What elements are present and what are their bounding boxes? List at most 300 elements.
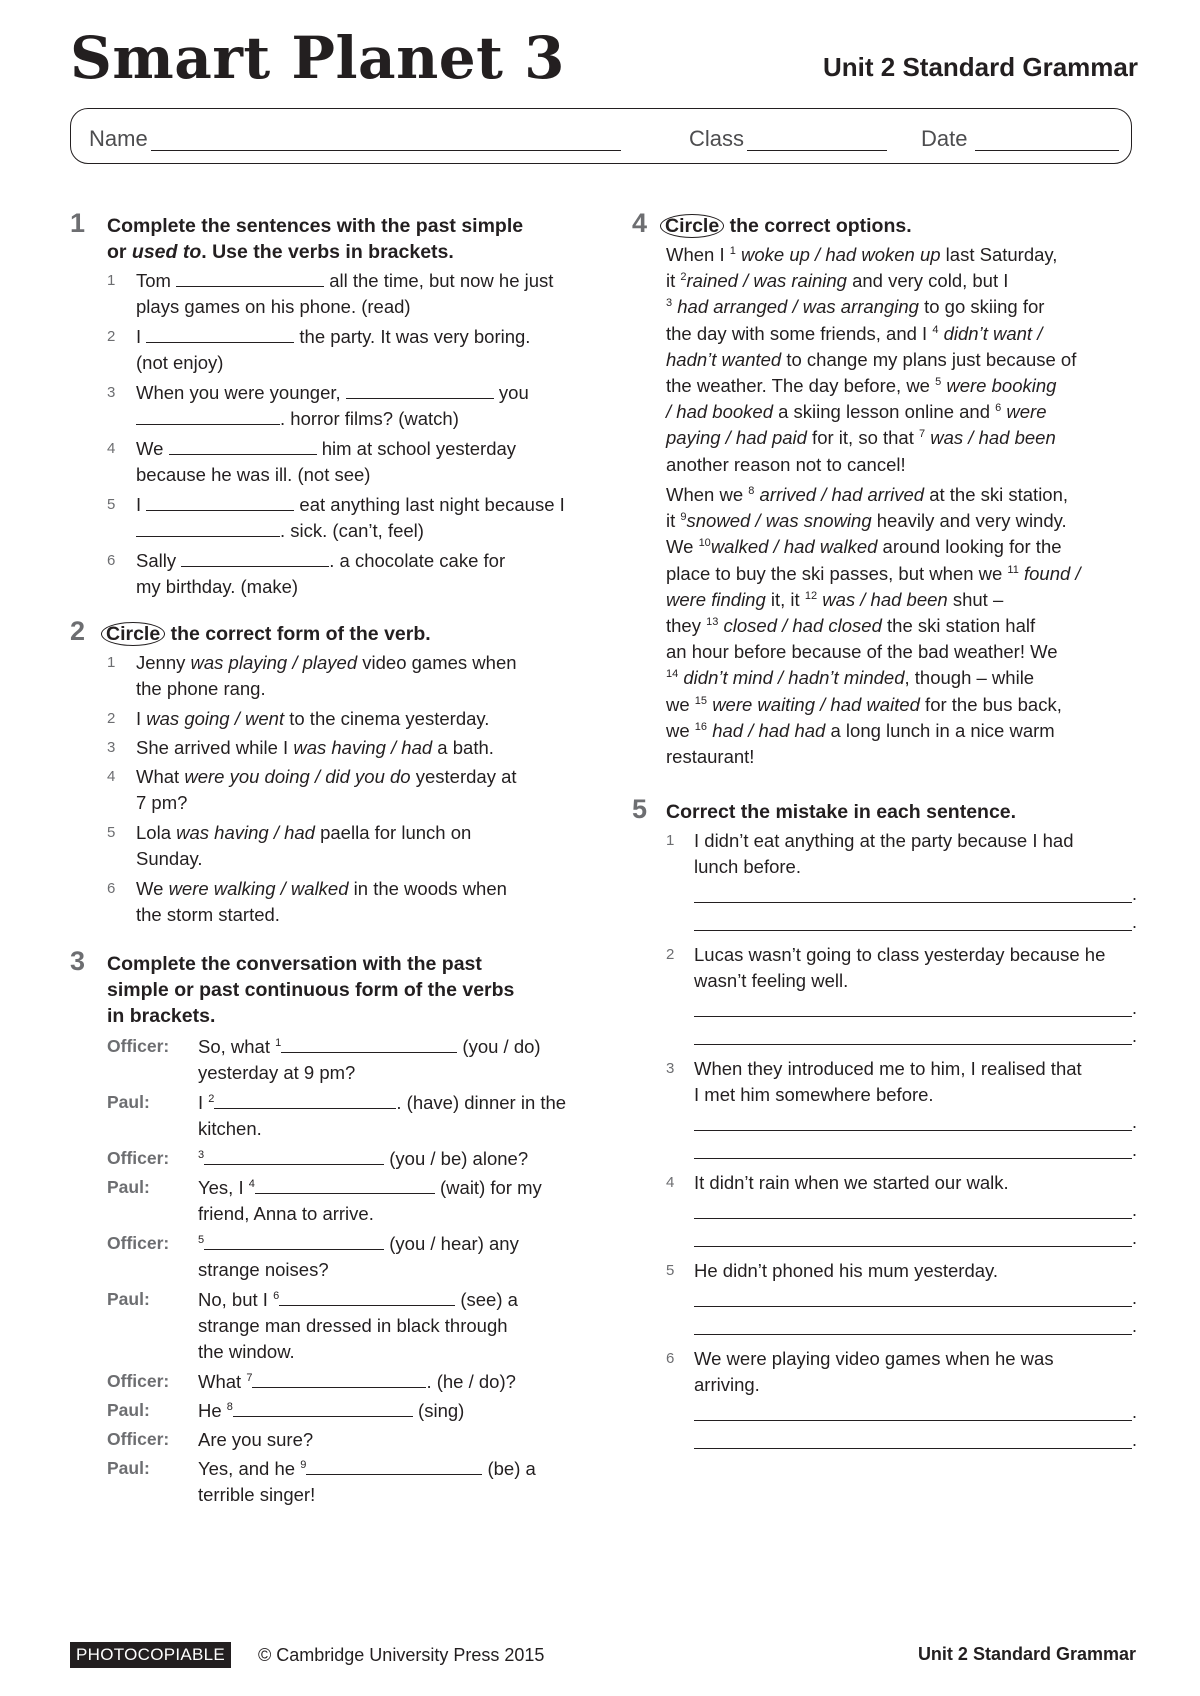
speaker-label: Officer: bbox=[107, 1036, 170, 1056]
item-text: . a chocolate cake for bbox=[329, 550, 506, 571]
item-line: strange man dressed in black through bbox=[198, 1315, 508, 1336]
dialogue-text: Are you sure? bbox=[198, 1429, 314, 1450]
passage-text: a skiing lesson online and bbox=[772, 401, 996, 423]
item-line bbox=[198, 1427, 598, 1453]
passage-text: we bbox=[666, 719, 695, 741]
title-line: Complete the conversation with the past bbox=[107, 953, 482, 975]
exercise-item bbox=[136, 324, 606, 376]
passage-line bbox=[666, 587, 1136, 613]
passage-line bbox=[666, 508, 1136, 534]
item-line bbox=[136, 436, 606, 462]
dialogue-line bbox=[198, 1427, 598, 1453]
item-line bbox=[198, 1231, 598, 1257]
passage-text: an hour before because of the bad weather! We bbox=[666, 641, 1058, 663]
section-title bbox=[107, 621, 431, 647]
footer-unit-title: Unit 2 Standard Grammar bbox=[917, 1644, 1136, 1664]
answer-blank[interactable] bbox=[204, 1148, 384, 1165]
section-title: Correct the mistake in each sentence. bbox=[666, 801, 1017, 823]
class-label: Class bbox=[689, 126, 745, 151]
item-number: 4 bbox=[107, 768, 116, 785]
section-number: 3 bbox=[70, 946, 86, 976]
passage-text: it bbox=[666, 270, 681, 292]
gap-number: 2 bbox=[680, 271, 687, 284]
exercise-item bbox=[136, 548, 606, 600]
passage-text: the day with some friends, and I bbox=[666, 322, 933, 344]
dialogue-line bbox=[198, 1175, 598, 1227]
answer-line[interactable] bbox=[694, 1130, 1132, 1131]
item-text: . horror films? (watch) bbox=[280, 408, 459, 429]
item-number: 1 bbox=[666, 832, 675, 849]
answer-options[interactable]: hadn’t wanted bbox=[666, 348, 782, 370]
dialogue-line bbox=[198, 1287, 598, 1365]
line-end-dot: . bbox=[1132, 1228, 1138, 1248]
gap-number: 11 bbox=[1007, 563, 1019, 576]
exercise-item bbox=[136, 876, 616, 928]
brand-title: Smart Planet 3 bbox=[70, 24, 566, 92]
gap-number: 5 bbox=[198, 1234, 205, 1246]
passage-text: When I bbox=[666, 244, 730, 265]
passage-text: restaurant! bbox=[666, 746, 755, 768]
passage-line bbox=[666, 665, 1136, 691]
answer-options[interactable]: had / had had bbox=[712, 719, 826, 741]
item-line: yesterday at 9 pm? bbox=[198, 1062, 356, 1083]
item-number: 3 bbox=[666, 1060, 675, 1077]
item-line: I met him somewhere before. bbox=[694, 1084, 934, 1105]
answer-options[interactable]: / had booked bbox=[666, 401, 773, 423]
answer-blank[interactable] bbox=[204, 1233, 384, 1250]
gap-number: 13 bbox=[706, 616, 719, 629]
passage-text: place to buy the ski passes, but when we bbox=[666, 562, 1008, 584]
section-number: 4 bbox=[632, 208, 648, 238]
dialogue-line bbox=[198, 1090, 598, 1142]
passage-text: to change my plans just because of bbox=[781, 348, 1077, 370]
line-end-dot: . bbox=[1132, 1402, 1138, 1422]
gap-number: 15 bbox=[694, 694, 708, 707]
dialogue-text: (you / hear) any bbox=[384, 1233, 519, 1254]
item-text: you bbox=[493, 382, 529, 403]
passage-line bbox=[666, 399, 1136, 425]
item-text: to the cinema yesterday. bbox=[284, 708, 490, 729]
date-field[interactable] bbox=[921, 126, 967, 152]
answer-blank[interactable] bbox=[279, 1289, 455, 1306]
dialogue-line bbox=[198, 1398, 598, 1424]
answer-options[interactable]: was / had been bbox=[822, 588, 948, 610]
item-text: in the woods when bbox=[348, 878, 507, 899]
item-line bbox=[136, 548, 606, 574]
item-number: 3 bbox=[107, 384, 116, 401]
passage-text: , though – while bbox=[904, 667, 1035, 689]
passage-text: We bbox=[666, 536, 699, 558]
item-line bbox=[136, 650, 616, 676]
passage-line bbox=[666, 639, 1136, 665]
answer-options[interactable]: arrived / had arrived bbox=[759, 484, 925, 505]
line-end-dot: . bbox=[1132, 1140, 1138, 1160]
line-end-dot: . bbox=[1132, 1026, 1138, 1046]
item-text: the party. It was very boring. bbox=[294, 326, 531, 347]
name-field[interactable] bbox=[89, 126, 148, 152]
section-title bbox=[107, 213, 523, 265]
item-text: I bbox=[136, 494, 147, 515]
item-number: 5 bbox=[107, 496, 116, 513]
gap-number: 16 bbox=[694, 720, 708, 733]
item-line: When they introduced me to him, I realised that bbox=[694, 1058, 1082, 1079]
passage-text: another reason not to cancel! bbox=[666, 453, 906, 475]
answer-line[interactable] bbox=[694, 1158, 1132, 1159]
item-line bbox=[198, 1034, 598, 1060]
passage-text: the weather. The day before, we bbox=[666, 375, 936, 397]
passage-text: last Saturday, bbox=[940, 244, 1058, 265]
photocopiable-badge: PHOTOCOPIABLE bbox=[70, 1642, 231, 1668]
answer-blank[interactable] bbox=[136, 520, 280, 537]
gap-number: 1 bbox=[275, 1037, 282, 1049]
passage-line bbox=[666, 242, 1136, 268]
title-text: . Use the verbs in brackets. bbox=[201, 241, 454, 263]
answer-options[interactable]: didn’t mind / hadn’t minded bbox=[683, 667, 905, 689]
answer-options[interactable]: were finding bbox=[666, 588, 766, 610]
item-line bbox=[136, 492, 606, 518]
item-line: 7 pm? bbox=[136, 792, 188, 813]
answer-blank[interactable] bbox=[146, 494, 294, 511]
answer-blank[interactable] bbox=[181, 550, 329, 567]
item-text: We bbox=[136, 878, 169, 899]
dialogue-text: . (he / do)? bbox=[426, 1371, 516, 1392]
gap-number: 5 bbox=[935, 376, 942, 389]
title-text: the correct form of the verb. bbox=[165, 623, 431, 645]
answer-blank[interactable] bbox=[176, 270, 324, 287]
answer-blank[interactable] bbox=[233, 1400, 413, 1417]
passage-text: around looking for the bbox=[877, 536, 1062, 558]
speaker-label: Paul: bbox=[107, 1400, 150, 1420]
answer-options[interactable]: were bbox=[1006, 401, 1047, 423]
speaker-label: Officer: bbox=[107, 1429, 170, 1449]
gap-number: 8 bbox=[226, 1401, 233, 1413]
passage-text: shut – bbox=[947, 588, 1004, 610]
passage-line bbox=[666, 373, 1136, 399]
answer-options[interactable]: was having / had bbox=[293, 737, 433, 758]
item-line: I didn’t eat anything at the party because I had bbox=[694, 830, 1074, 851]
gap-number: 7 bbox=[919, 428, 926, 441]
answer-options[interactable]: were you doing / did you do bbox=[184, 766, 411, 787]
item-line: wasn’t feeling well. bbox=[694, 970, 849, 991]
student-info-bar bbox=[70, 108, 1132, 164]
exercise-item bbox=[694, 942, 1144, 994]
passage-text: they bbox=[666, 615, 707, 637]
passage-text: a long lunch in a nice warm bbox=[825, 719, 1055, 741]
passage-line bbox=[666, 347, 1136, 373]
item-number: 1 bbox=[107, 272, 116, 289]
item-line bbox=[198, 1146, 598, 1172]
passage-line bbox=[666, 692, 1136, 718]
gap-number: 3 bbox=[666, 297, 673, 310]
speaker-label: Officer: bbox=[107, 1148, 170, 1168]
gap-number: 6 bbox=[273, 1290, 280, 1302]
exercise-item bbox=[136, 706, 616, 732]
dialogue-line bbox=[198, 1456, 598, 1508]
answer-options[interactable]: snowed / was snowing bbox=[686, 510, 872, 532]
exercise-item bbox=[136, 492, 606, 544]
item-number: 5 bbox=[107, 824, 116, 841]
exercise-item bbox=[136, 764, 616, 816]
date-label: Date bbox=[921, 126, 968, 151]
item-line: It didn’t rain when we started our walk. bbox=[694, 1172, 1009, 1193]
passage-line bbox=[666, 744, 1136, 770]
class-field[interactable] bbox=[689, 126, 744, 152]
answer-blank[interactable] bbox=[281, 1036, 457, 1053]
line-end-dot: . bbox=[1132, 912, 1138, 932]
passage-text: at the ski station, bbox=[924, 484, 1069, 505]
item-line bbox=[198, 1090, 598, 1116]
exercise-item bbox=[694, 828, 1144, 880]
answer-options[interactable]: closed / had closed bbox=[723, 615, 882, 637]
date-line bbox=[975, 150, 1119, 151]
item-text: Lola bbox=[136, 822, 177, 843]
passage-line bbox=[666, 482, 1136, 508]
answer-line[interactable] bbox=[694, 1420, 1132, 1421]
item-line bbox=[136, 406, 606, 432]
line-end-dot: . bbox=[1132, 1316, 1138, 1336]
item-text: What bbox=[136, 766, 185, 787]
answer-blank[interactable] bbox=[255, 1177, 435, 1194]
passage-text: it, it bbox=[765, 588, 805, 610]
answer-options[interactable]: didn’t want / bbox=[943, 322, 1043, 344]
item-number: 6 bbox=[666, 1350, 675, 1367]
item-line bbox=[198, 1287, 598, 1313]
item-line bbox=[136, 380, 606, 406]
item-text: I bbox=[136, 708, 147, 729]
item-number: 2 bbox=[107, 328, 116, 345]
item-line: Sunday. bbox=[136, 848, 203, 869]
passage-text: we bbox=[666, 693, 695, 715]
dialogue-text: Yes, and he bbox=[198, 1458, 301, 1479]
unit-title: Unit 2 Standard Grammar bbox=[823, 52, 1138, 82]
title-italic: used to bbox=[131, 241, 202, 263]
answer-options[interactable]: was having / had bbox=[176, 822, 315, 843]
item-line: terrible singer! bbox=[198, 1484, 316, 1505]
item-text: We bbox=[136, 438, 169, 459]
exercise-item bbox=[694, 1346, 1144, 1398]
answer-blank[interactable] bbox=[169, 438, 317, 455]
answer-blank[interactable] bbox=[146, 326, 294, 343]
item-text: paella for lunch on bbox=[314, 822, 472, 843]
answer-line[interactable] bbox=[694, 1016, 1132, 1017]
passage-text: the ski station half bbox=[881, 615, 1036, 637]
title-line: simple or past continuous form of the verbs bbox=[107, 979, 515, 1001]
dialogue-text: (be) a bbox=[482, 1458, 536, 1479]
dialogue-line bbox=[198, 1369, 598, 1395]
gap-number: 1 bbox=[729, 245, 736, 257]
answer-blank[interactable] bbox=[214, 1092, 396, 1109]
passage-paragraph-2 bbox=[666, 482, 1136, 770]
answer-options[interactable]: was / had been bbox=[930, 427, 1056, 449]
gap-number: 7 bbox=[246, 1372, 253, 1384]
answer-options[interactable]: found / bbox=[1023, 562, 1081, 584]
item-text: When you were younger, bbox=[136, 382, 346, 403]
item-text: video games when bbox=[357, 652, 517, 673]
answer-options[interactable]: had arranged / was arranging bbox=[677, 296, 919, 318]
gap-number: 12 bbox=[804, 589, 818, 602]
title-text: the correct options. bbox=[724, 215, 912, 237]
answer-blank[interactable] bbox=[252, 1371, 426, 1388]
answer-options[interactable]: was going / went bbox=[146, 708, 285, 729]
item-text: Sally bbox=[136, 550, 182, 571]
exercise-item bbox=[136, 380, 606, 432]
item-line: the storm started. bbox=[136, 904, 280, 925]
answer-options[interactable]: paying / had paid bbox=[666, 427, 807, 449]
passage-text: for the bus back, bbox=[919, 693, 1062, 715]
passage-line bbox=[666, 534, 1136, 560]
answer-options[interactable]: rained / was raining bbox=[686, 270, 847, 292]
item-line: arriving. bbox=[694, 1374, 760, 1395]
item-text: eat anything last night because I bbox=[294, 494, 565, 515]
passage-line bbox=[666, 613, 1136, 639]
title-line: in brackets. bbox=[107, 1005, 216, 1027]
passage-text: When we bbox=[666, 484, 749, 505]
speaker-label: Officer: bbox=[107, 1371, 170, 1391]
answer-options[interactable]: were walking / walked bbox=[168, 878, 349, 899]
copyright-text: © Cambridge University Press 2015 bbox=[258, 1645, 545, 1665]
passage-line bbox=[666, 718, 1136, 744]
item-text: I bbox=[136, 326, 147, 347]
answer-line[interactable] bbox=[694, 902, 1132, 903]
title-line bbox=[107, 239, 523, 265]
circle-word: Circle bbox=[660, 214, 724, 238]
answer-line[interactable] bbox=[694, 1448, 1132, 1449]
item-text: him at school yesterday bbox=[316, 438, 517, 459]
answer-line[interactable] bbox=[694, 1246, 1132, 1247]
gap-number: 9 bbox=[300, 1459, 307, 1471]
item-number: 1 bbox=[107, 654, 116, 671]
dialogue-text: So, what bbox=[198, 1036, 276, 1057]
item-line bbox=[198, 1175, 598, 1201]
item-text: . sick. (can’t, feel) bbox=[280, 520, 424, 541]
gap-number: 3 bbox=[198, 1149, 205, 1161]
answer-line[interactable] bbox=[694, 1218, 1132, 1219]
section-title bbox=[666, 213, 912, 239]
answer-blank[interactable] bbox=[306, 1458, 482, 1475]
dialogue-text: (sing) bbox=[412, 1400, 465, 1421]
item-line: kitchen. bbox=[198, 1118, 262, 1139]
passage-line bbox=[666, 561, 1136, 587]
passage-text: for it, so that bbox=[806, 427, 919, 449]
passage-text: to go skiing for bbox=[918, 296, 1045, 318]
item-number: 4 bbox=[666, 1174, 675, 1191]
answer-blank[interactable] bbox=[136, 408, 280, 425]
exercise-item bbox=[136, 436, 606, 488]
answer-options[interactable]: walked / had walked bbox=[710, 536, 878, 558]
item-line bbox=[136, 735, 616, 761]
item-text: She arrived while I bbox=[136, 737, 294, 758]
item-line: Lucas wasn’t going to class yesterday because he bbox=[694, 944, 1106, 965]
item-line bbox=[198, 1398, 598, 1424]
speaker-label: Officer: bbox=[107, 1233, 170, 1253]
item-number: 3 bbox=[107, 739, 116, 756]
dialogue-text: He bbox=[198, 1400, 227, 1421]
item-text: yesterday at bbox=[410, 766, 517, 787]
answer-options[interactable]: was playing / played bbox=[190, 652, 358, 673]
exercise-item bbox=[136, 268, 606, 320]
exercise-item bbox=[136, 650, 616, 702]
speaker-label: Paul: bbox=[107, 1092, 150, 1112]
item-line bbox=[136, 706, 616, 732]
exercise-item bbox=[694, 1056, 1144, 1108]
item-line bbox=[136, 462, 606, 488]
item-text: a bath. bbox=[432, 737, 494, 758]
item-text: because he was ill. (not see) bbox=[136, 464, 371, 485]
item-line: friend, Anna to arrive. bbox=[198, 1203, 374, 1224]
speaker-label: Paul: bbox=[107, 1289, 150, 1309]
circle-word: Circle bbox=[101, 622, 165, 646]
item-line bbox=[136, 518, 606, 544]
item-number: 5 bbox=[666, 1262, 675, 1279]
line-end-dot: . bbox=[1132, 884, 1138, 904]
answer-line[interactable] bbox=[694, 1306, 1132, 1307]
dialogue-text: (you / do) bbox=[457, 1036, 541, 1057]
gap-number: 2 bbox=[208, 1093, 215, 1105]
dialogue-text: (wait) for my bbox=[434, 1177, 542, 1198]
dialogue-text: What bbox=[198, 1371, 247, 1392]
gap-number: 14 bbox=[666, 668, 679, 681]
exercise-item bbox=[694, 1170, 1144, 1196]
dialogue-text: I bbox=[198, 1092, 209, 1113]
item-text: my birthday. (make) bbox=[136, 576, 299, 597]
answer-line[interactable] bbox=[694, 1334, 1132, 1335]
item-number: 2 bbox=[107, 710, 116, 727]
name-label: Name bbox=[89, 126, 148, 151]
gap-number: 9 bbox=[680, 511, 687, 524]
item-line bbox=[136, 764, 616, 790]
answer-options[interactable]: were waiting / had waited bbox=[712, 693, 920, 715]
title-line: Complete the sentences with the past simple bbox=[107, 215, 524, 237]
line-end-dot: . bbox=[1132, 1288, 1138, 1308]
section-number: 5 bbox=[632, 794, 648, 824]
answer-line[interactable] bbox=[694, 1044, 1132, 1045]
section-number: 2 bbox=[70, 616, 86, 646]
passage-line bbox=[666, 452, 1136, 478]
line-end-dot: . bbox=[1132, 998, 1138, 1018]
exercise-item bbox=[694, 1258, 1144, 1284]
item-line: the phone rang. bbox=[136, 678, 266, 699]
gap-number: 6 bbox=[995, 402, 1002, 415]
answer-options[interactable]: were booking bbox=[946, 375, 1057, 397]
passage-line bbox=[666, 294, 1136, 320]
answer-line[interactable] bbox=[694, 930, 1132, 931]
gap-number: 10 bbox=[698, 537, 711, 550]
line-end-dot: . bbox=[1132, 1200, 1138, 1220]
answer-blank[interactable] bbox=[346, 382, 494, 399]
dialogue-text: (see) a bbox=[455, 1289, 518, 1310]
item-number: 4 bbox=[107, 440, 116, 457]
passage-line bbox=[666, 321, 1136, 347]
speaker-label: Paul: bbox=[107, 1177, 150, 1197]
item-text: plays games on his phone. (read) bbox=[136, 296, 411, 317]
passage-line bbox=[666, 425, 1136, 451]
line-end-dot: . bbox=[1132, 1112, 1138, 1132]
passage-text: and very cold, but I bbox=[846, 270, 1009, 292]
passage-line bbox=[666, 268, 1136, 294]
item-line: lunch before. bbox=[694, 856, 801, 877]
passage-paragraph-1 bbox=[666, 242, 1136, 478]
line-end-dot: . bbox=[1132, 1430, 1138, 1450]
answer-options[interactable]: woke up / had woken up bbox=[741, 244, 941, 265]
name-line bbox=[151, 150, 621, 151]
gap-number: 4 bbox=[248, 1178, 255, 1190]
item-line bbox=[136, 324, 606, 350]
item-line bbox=[136, 294, 606, 320]
item-text: Tom bbox=[136, 270, 177, 291]
dialogue-line bbox=[198, 1231, 598, 1283]
dialogue-text: No, but I bbox=[198, 1289, 274, 1310]
dialogue-text: Yes, I bbox=[198, 1177, 249, 1198]
